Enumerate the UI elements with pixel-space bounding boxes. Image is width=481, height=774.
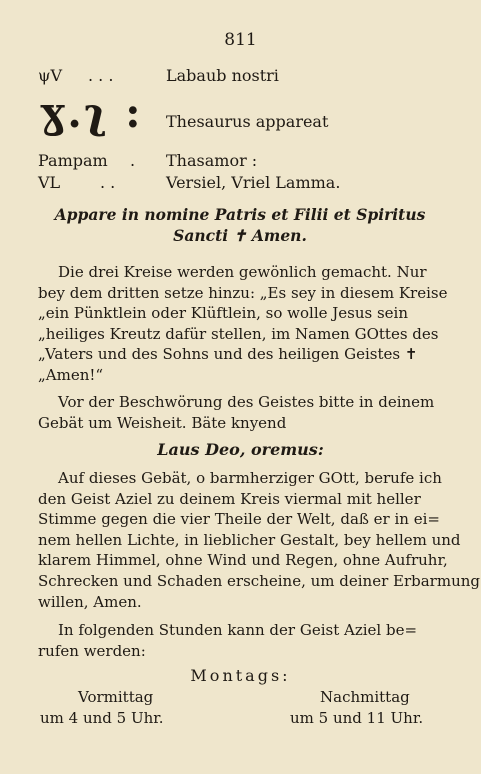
text-line: „Vaters und des Sohns und des heiligen Geistes ✝ xyxy=(38,345,418,364)
text-line: Die drei Kreise werden gewönlich gemacht. Nur xyxy=(58,263,427,281)
table-text: Thasamor : xyxy=(166,151,258,170)
text-line: Auf dieses Gebät, o barmherziger GOtt, berufe ich xyxy=(58,469,442,487)
text-line: „Amen!“ xyxy=(38,365,104,384)
paragraph-1 xyxy=(38,262,448,386)
text-line: den Geist Aziel zu deinem Kreis viermal mit heller xyxy=(38,489,421,508)
invocation xyxy=(34,204,446,246)
table-dots: . . . xyxy=(88,66,114,85)
table-symbol: VL xyxy=(38,173,61,192)
afternoon-times: um 5 und 11 Uhr. xyxy=(290,709,424,727)
table-text: Versiel, Vriel Lamma. xyxy=(166,173,341,192)
morning-label: Vormittag xyxy=(78,688,154,706)
day-heading: Montags: xyxy=(190,666,291,685)
text-line: klarem Himmel, ohne Wind und Regen, ohne Aufruhr, xyxy=(38,551,448,570)
magic-glyph-symbol: ɣ.ʅ : xyxy=(40,88,143,137)
table-dots: . . xyxy=(100,173,116,192)
table-symbol: ψV xyxy=(38,66,63,85)
text-line: „ein Pünktlein oder Klüftlein, so wolle Jesus sein xyxy=(38,304,409,323)
paragraph-2 xyxy=(38,392,444,433)
paragraph-4 xyxy=(38,620,444,661)
morning-times: um 4 und 5 Uhr. xyxy=(40,709,164,727)
text-line: Stimme gegen die vier Theile der Welt, daß er in ei= xyxy=(38,510,440,529)
text-line: willen, Amen. xyxy=(38,592,142,611)
text-line: Vor der Beschwörung des Geistes bitte in deinem xyxy=(58,393,435,411)
text-line: Gebät um Weisheit. Bäte knyend xyxy=(38,413,287,432)
table-text: Thesaurus appareat xyxy=(166,112,329,131)
afternoon-label: Nachmittag xyxy=(320,688,410,706)
section-heading: Laus Deo, oremus: xyxy=(157,440,324,459)
text-line: „heiliges Kreutz dafür stellen, im Namen GOttes des xyxy=(38,324,439,343)
table-text: Labaub nostri xyxy=(166,66,279,85)
text-line: bey dem dritten setze hinzu: „Es sey in diesem Kreise xyxy=(38,283,448,302)
text-line: Schrecken und Schaden erscheine, um deiner Erbarmung xyxy=(38,571,481,590)
invocation-line: Appare in nomine Patris et Filii et Spiritus xyxy=(54,205,426,224)
table-dots: . xyxy=(130,151,136,170)
text-line: nem hellen Lichte, in lieblicher Gestalt, bey hellem und xyxy=(38,530,461,549)
invocation-line: Sancti ✝ Amen. xyxy=(173,226,307,245)
table-symbol: Pampam xyxy=(38,151,108,170)
page-number: 811 xyxy=(224,30,257,50)
paragraph-3 xyxy=(38,468,481,612)
text-line: In folgenden Stunden kann der Geist Aziel be= xyxy=(58,621,418,639)
text-line: rufen werden: xyxy=(38,641,146,660)
